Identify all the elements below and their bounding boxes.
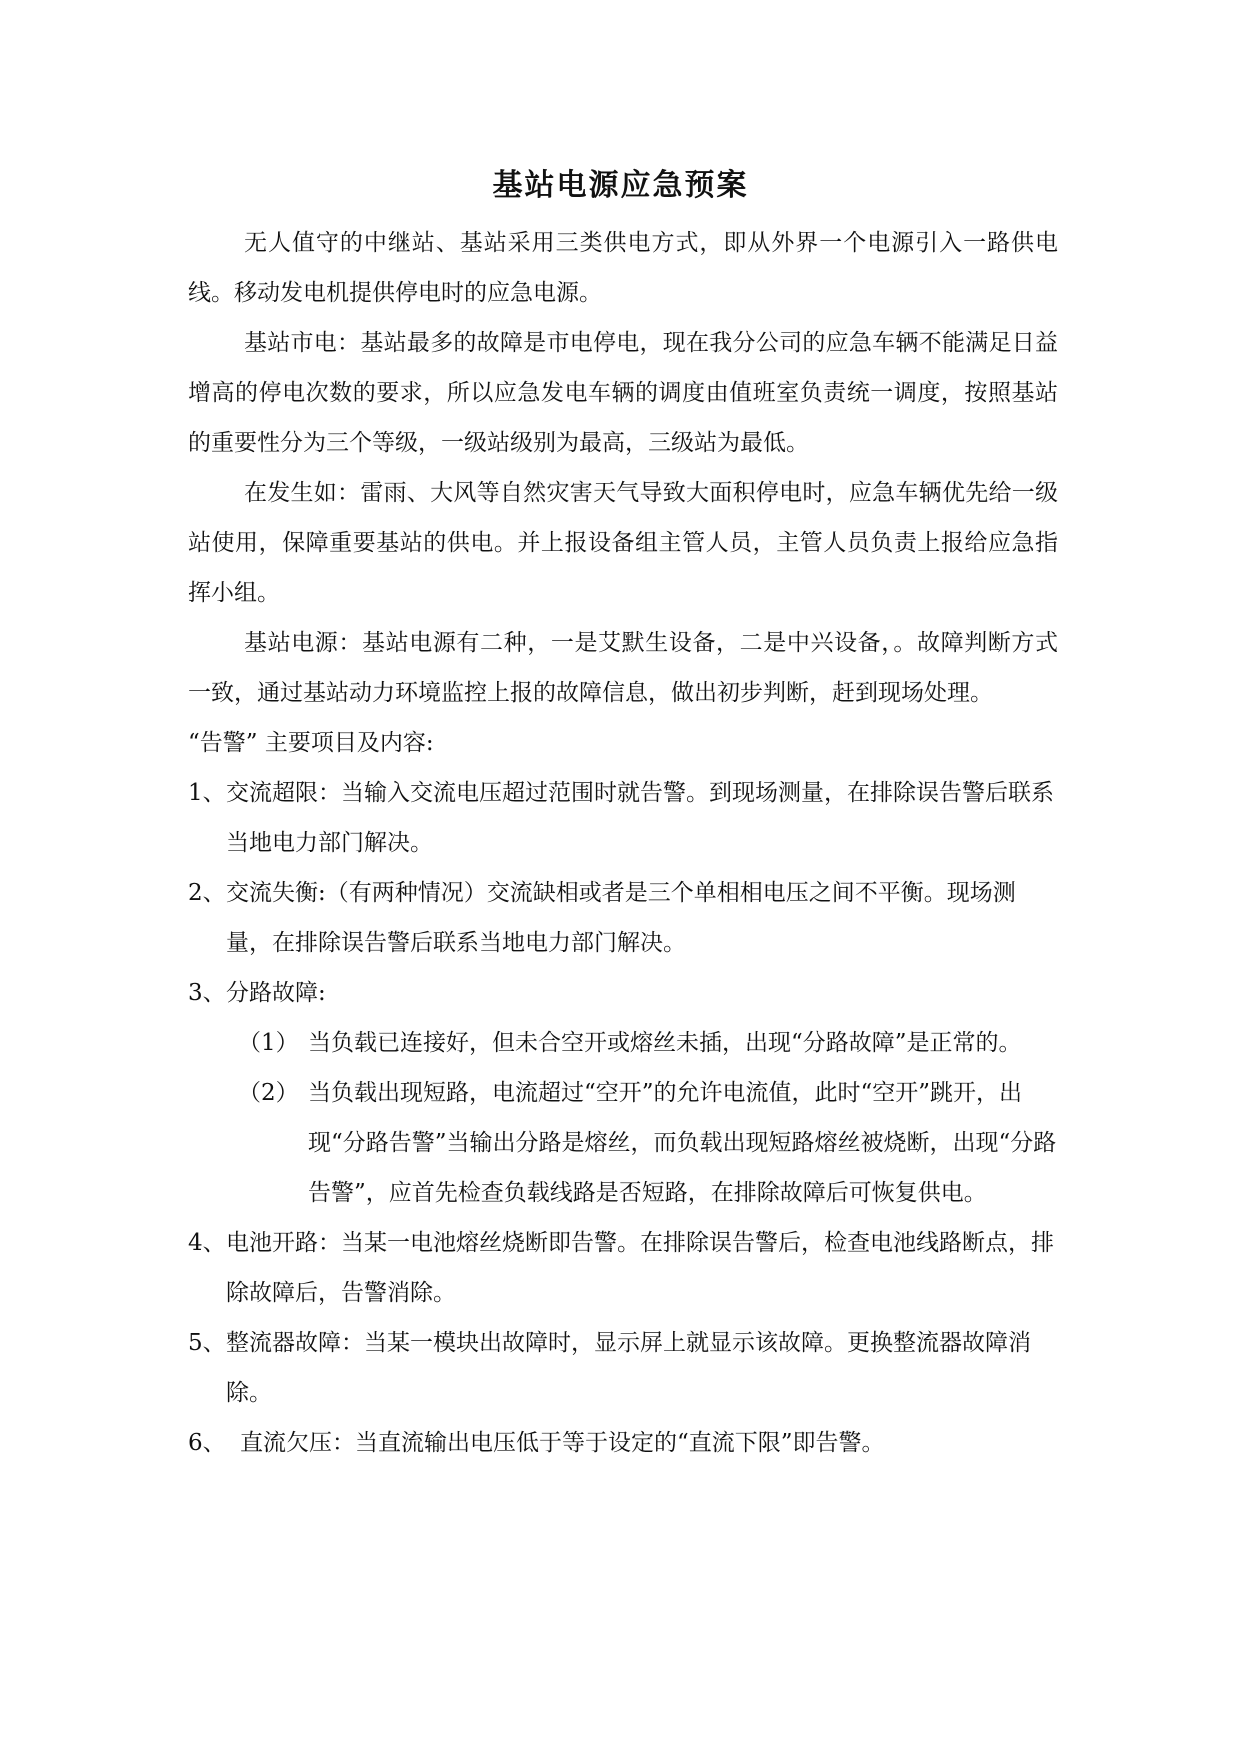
list-item (188, 1318, 1058, 1418)
sub-list-item-text: 当负载出现短路，电流超过“空开”的允许电流值，此时“空开”跳开，出现“分路告警”当输出分路是熔丝，而负载出现短路熔丝被烧断，出现“分路告警”，应首先检查负载线路是否短路，在排除故障后可恢复供电。 (308, 1080, 1057, 1206)
list-item (188, 768, 1058, 868)
paragraph-power-supply: 无人值守的中继站、基站采用三类供电方式，即从外界一个电源引入一路供电线。移动发电机提供停电时的应急电源。 (188, 230, 1058, 306)
list-item-number: 3、 (188, 980, 226, 1006)
document-body (188, 218, 1058, 1468)
alarm-heading: “告警” 主要项目及内容: (188, 730, 434, 756)
sub-list-item-number: （1） (238, 1030, 299, 1056)
sub-list-item (188, 1018, 1058, 1068)
list-item (188, 868, 1058, 968)
list-item-number: 6、 (188, 1430, 226, 1456)
list-item-number: 5、 (188, 1330, 226, 1356)
sub-list-item (188, 1068, 1058, 1218)
list-item-number: 2、 (188, 880, 226, 906)
list-item (188, 1218, 1058, 1318)
paragraph-station-power: 基站电源：基站电源有二种，一是艾默生设备，二是中兴设备，。故障判断方式一致，通过基站动力环境监控上报的故障信息，做出初步判断，赶到现场处理。 (188, 630, 1058, 706)
paragraph-mains-power: 基站市电：基站最多的故障是市电停电，现在我分公司的应急车辆不能满足日益增高的停电次数的要求，所以应急发电车辆的调度由值班室负责统一调度，按照基站的重要性分为三个等级，一级站级别为最高，三级站为最低。 (188, 330, 1058, 456)
list-item (188, 968, 1058, 1018)
sub-list-item-number: （2） (238, 1080, 299, 1106)
list-item-text: 电池开路：当某一电池熔丝烧断即告警。在排除误告警后，检查电池线路断点，排除故障后，告警消除。 (226, 1230, 1054, 1306)
sub-list-item-text: 当负载已连接好，但未合空开或熔丝未插，出现“分路故障”是正常的。 (308, 1030, 1022, 1056)
list-item-text: 分路故障: (226, 980, 326, 1006)
list-item-text: 交流失衡:（有两种情况）交流缺相或者是三个单相相电压之间不平衡。现场测量，在排除误告警后联系当地电力部门解决。 (226, 880, 1016, 956)
list-item-text: 整流器故障：当某一模块出故障时，显示屏上就显示该故障。更换整流器故障消除。 (226, 1330, 1031, 1406)
page-title: 基站电源应急预案 (492, 168, 749, 203)
list-item-number: 4、 (188, 1230, 226, 1256)
list-item-number: 1、 (188, 780, 226, 806)
list-item-text: 直流欠压：当直流输出电压低于等于设定的“直流下限”即告警。 (240, 1430, 885, 1456)
list-item-text: 交流超限：当输入交流电压超过范围时就告警。到现场测量，在排除误告警后联系当地电力部门解决。 (226, 780, 1054, 856)
list-item (188, 1418, 1058, 1468)
paragraph-disaster: 在发生如：雷雨、大风等自然灾害天气导致大面积停电时，应急车辆优先给一级站使用，保障重要基站的供电。并上报设备组主管人员，主管人员负责上报给应急指挥小组。 (188, 480, 1058, 606)
